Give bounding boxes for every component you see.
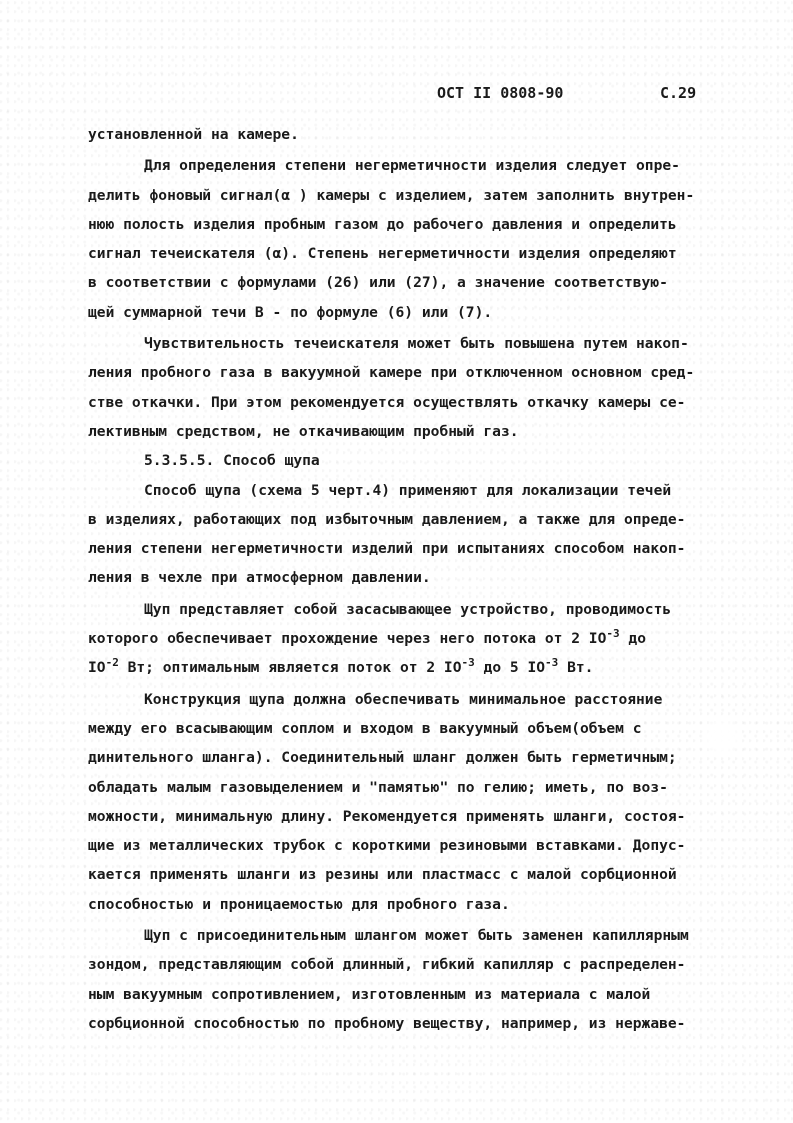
text-line: обладать малым газовыделением и "памятью" по гелию; иметь, по воз- [88, 778, 668, 796]
text-line: ления в чехле при атмосферном давлении. [88, 569, 431, 587]
text-line: щей суммарной течи В - по формуле (6) или (7). [88, 303, 493, 321]
text-line: сорбционной способностью по пробному веществу, например, из нержаве- [88, 1014, 686, 1032]
text-line: между его всасывающим соплом и входом в вакуумный объем(объем с [88, 719, 642, 737]
document-code: ОСТ II 0808-90 [437, 84, 564, 102]
text-fragment: IO [88, 659, 106, 677]
text-line: стве откачки. При этом рекомендуется осуществлять откачку камеры се- [88, 393, 686, 411]
text-line: Чувствительность течеискателя может быть повышена путем накоп- [144, 335, 689, 353]
text-line: Способ щупа (схема 5 черт.4) применяют для локализации течей [144, 481, 672, 499]
text-line: ным вакуумным сопротивлением, изготовленным из материала с малой [88, 985, 651, 1003]
exponent: -3 [461, 656, 475, 670]
text-fragment: до [619, 630, 646, 648]
text-line: установленной на камере. [88, 126, 299, 143]
text-line: можности, минимальную длину. Рекомендуется применять шланги, состоя- [88, 807, 686, 825]
exponent: -3 [606, 627, 620, 641]
text-line-flux [88, 653, 738, 682]
text-line: щие из металлических трубок с короткими резиновыми вставками. Допус- [88, 837, 686, 855]
body-text [88, 120, 738, 1038]
text-line: делить фоновый сигнал(α ) камеры с изделием, затем заполнить внутрен- [88, 186, 695, 204]
text-fragment: до 5 IO [474, 659, 546, 677]
text-line: ления степени негерметичности изделий при испытаниях способом накоп- [88, 540, 686, 558]
text-fragment: которого обеспечивает прохождение через него потока от 2 IO [88, 630, 607, 648]
text-line-flux [88, 624, 738, 653]
text-line: зондом, представляющим собой длинный, гибкий капилляр с распределен- [88, 956, 686, 974]
text-line: Конструкция щупа должна обеспечивать минимальное расстояние [144, 690, 663, 708]
text-line: лективным средством, не откачивающим пробный газ. [88, 422, 519, 440]
text-line: Щуп с присоединительным шлангом может быть заменен капиллярным [144, 927, 689, 945]
text-fragment: Вт. [558, 659, 594, 677]
page-number: С.29 [660, 84, 697, 102]
text-line: ления пробного газа в вакуумной камере при отключенном основном сред- [88, 364, 695, 382]
text-line: Для определения степени негерметичности изделия следует опре- [144, 157, 680, 175]
text-line: Щуп представляет собой засасывающее устройство, проводимость [144, 600, 672, 618]
text-fragment: Вт; оптимальным является поток от 2 IO [118, 659, 462, 677]
scan-smudge [700, 715, 744, 759]
text-line: нюю полость изделия пробным газом до рабочего давления и определить [88, 215, 677, 233]
exponent: -2 [105, 656, 119, 670]
page-header [430, 84, 730, 108]
text-line: сигнал течеискателя (α). Степень негерметичности изделия определяют [88, 245, 677, 263]
text-line: способностью и проницаемостью для пробного газа. [88, 895, 510, 913]
text-line: динительного шланга). Соединительный шланг должен быть герметичным; [88, 749, 677, 767]
text-line: в изделиях, работающих под избыточным давлением, а также для опреде- [88, 510, 686, 528]
section-heading: 5.3.5.5. Способ щупа [144, 452, 320, 470]
text-line: в соответствии с формулами (26) или (27), а значение соответствую- [88, 274, 668, 292]
text-line: кается применять шланги из резины или пластмасс с малой сорбционной [88, 866, 677, 884]
exponent: -3 [545, 656, 559, 670]
